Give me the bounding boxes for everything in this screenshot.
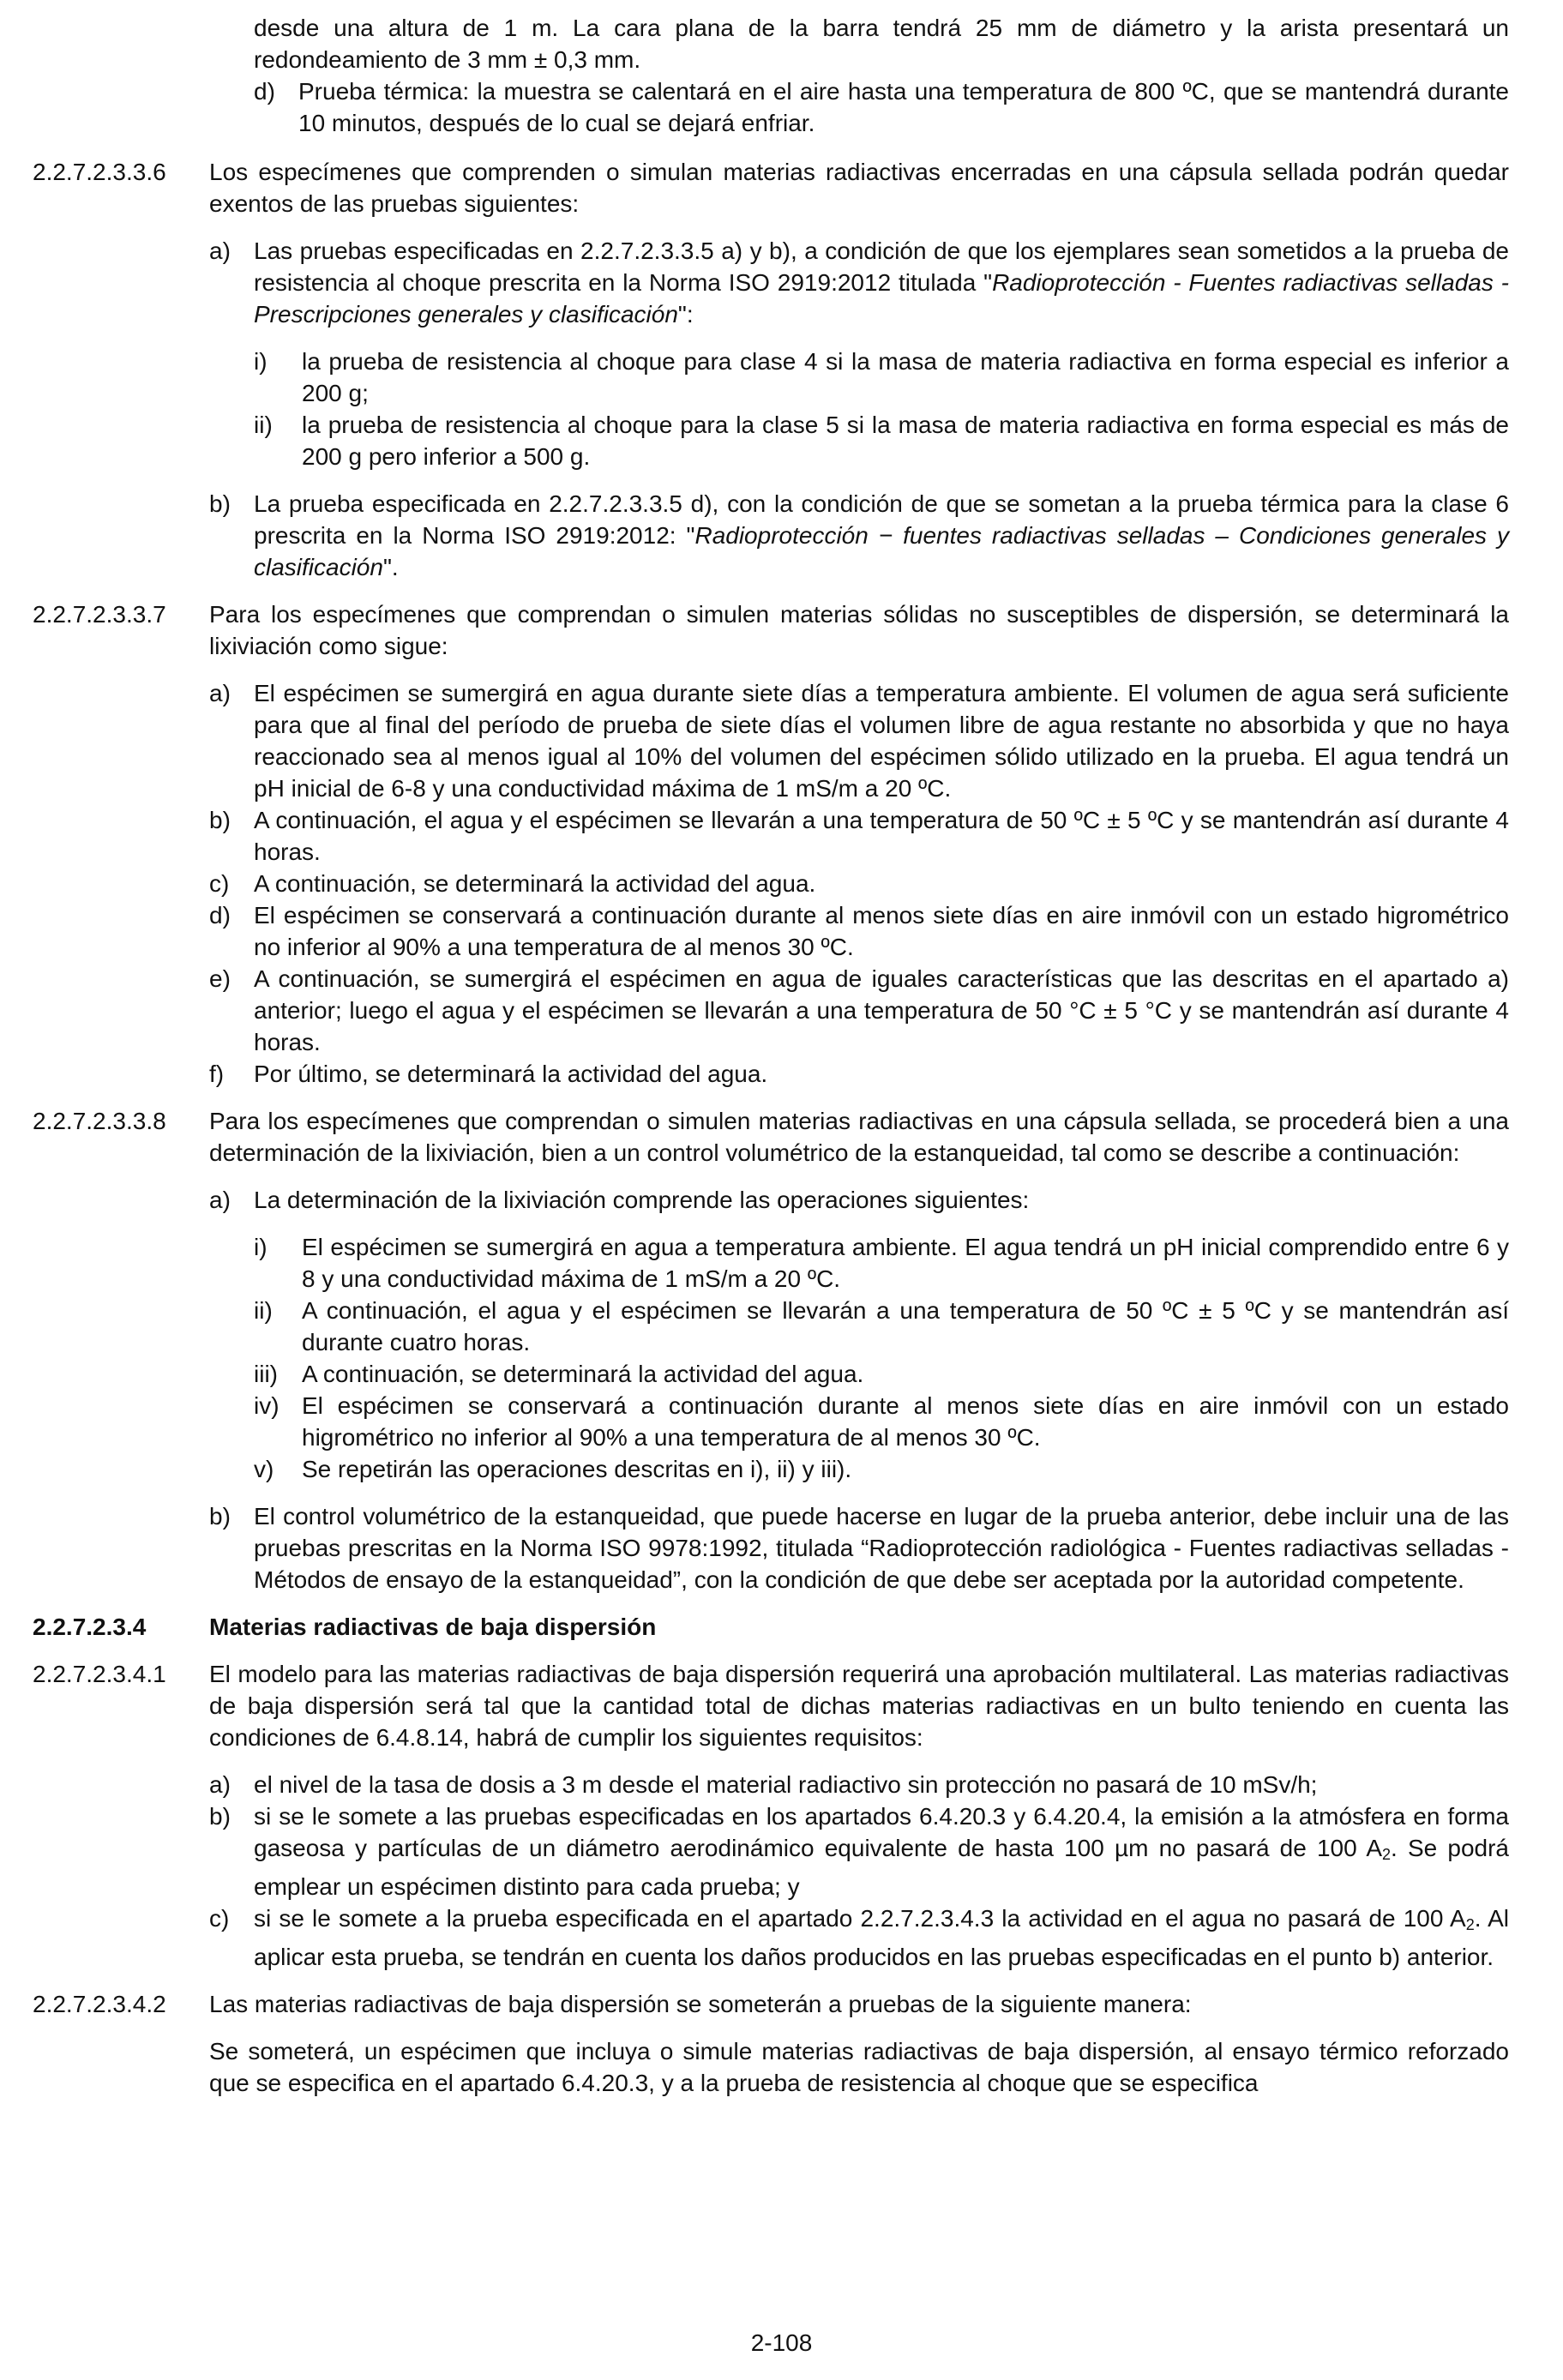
list-item: a) El espécimen se sumergirá en agua durante siete días a temperatura ambiente. El volumen de agua será suficiente para que al final del período de prueba de siete días el volumen libre de agua restante no absorbida y que no haya reaccionado sea al menos igual al 10% del volumen del espécimen sólido utilizado en la prueba. El agua tendrá un pH inicial de 6-8 y una conductividad máxima de 1 mS/m a 20 ºC. xyxy=(209,680,1509,802)
item-label: d) xyxy=(254,78,275,105)
section-paragraph: Se someterá, un espécimen que incluya o simule materias radiactivas de baja dispersión, al ensayo térmico reforzado que se especifica en el apartado 6.4.20.3, y a la prueba de resistencia al choque que se especifica xyxy=(209,2038,1509,2096)
section-number: 2.2.7.2.3.4.1 xyxy=(33,1661,166,1687)
requirement-list xyxy=(209,235,1509,583)
list-item: b) A continuación, el agua y el espécimen se llevarán a una temperatura de 50 ºC ± 5 ºC y se mantendrán así durante 4 horas. xyxy=(209,807,1509,865)
list-item-b: b) si se le somete a las pruebas especificadas en los apartados 6.4.20.3 y 6.4.20.4, la emisión a la atmósfera en forma gaseosa y partículas de un diámetro aerodinámico equivalente de hasta 100 µm no pasará de 100 $A_2$. Se podrá emplear un espécimen distinto para cada prueba; y xyxy=(209,1803,1510,1900)
sub-list xyxy=(254,1231,1509,1485)
section-number: 2.2.7.2.3.3.6 xyxy=(33,159,166,185)
requirement-list xyxy=(209,1769,1509,1973)
section-2-2-7-2-3-3-6 xyxy=(33,156,1509,583)
list-item-a: a) el nivel de la tasa de dosis a 3 m desde el material radiactivo sin protección no pasará de 10 mSv/h; xyxy=(209,1771,1318,1798)
section-number: 2.2.7.2.3.4.2 xyxy=(33,1991,166,2017)
list-item-a: a) La determinación de la lixiviación comprende las operaciones siguientes: xyxy=(209,1187,1030,1213)
section-intro: El modelo para las materias radiactivas de baja dispersión requerirá una aprobación multilateral. Las materias radiactivas de baja dispersión será tal que la cantidad total de dichas materias radiactivas en un bulto teniendo en cuenta las condiciones de 6.4.8.14, habrá de cumplir los siguientes requisitos: xyxy=(209,1661,1509,1751)
section-number: 2.2.7.2.3.4 xyxy=(33,1614,147,1640)
list-item-b: b) La prueba especificada en 2.2.7.2.3.3.5 d), con la condición de que se sometan a la prueba térmica para la clase 6 prescrita en la Norma ISO 2919:2012: "Radioprotección − fuentes radiactivas selladas – Condiciones generales y clasificación". xyxy=(209,490,1509,580)
section-intro: Los especímenes que comprenden o simulan materias radiactivas encerradas en una cápsula sellada podrán quedar exentos de las pruebas siguientes: xyxy=(209,159,1509,217)
sub-item: v) Se repetirán las operaciones descritas en i), ii) y iii). xyxy=(254,1456,852,1482)
standard-title: Radioprotección - Fuentes radiactivas selladas - Prescripciones generales y clasificación xyxy=(254,269,1510,328)
list-item-d xyxy=(254,75,1509,139)
standard-title: Radioprotección − fuentes radiactivas selladas – Condiciones generales y clasificación xyxy=(254,522,1509,580)
section-intro: Para los especímenes que comprendan o simulen materias sólidas no susceptibles de dispersión, se determinará la lixiviación como sigue: xyxy=(209,601,1509,659)
section-2-2-7-2-3-4-1 xyxy=(33,1658,1509,1973)
section-intro: Para los especímenes que comprendan o simulen materias radiactivas en una cápsula sellada, se procederá bien a una determinación de la lixiviación, bien a un control volumétrico de la estanqueidad, tal como se describe a continuación: xyxy=(209,1108,1509,1166)
section-2-2-7-2-3-4-2 xyxy=(33,1988,1509,2099)
continuation-block xyxy=(33,12,1509,139)
section-number: 2.2.7.2.3.3.8 xyxy=(33,1108,166,1134)
list-item-b: b) El control volumétrico de la estanqueidad, que puede hacerse en lugar de la prueba anterior, debe incluir una de las pruebas prescritas en la Norma ISO 9978:1992, titulada “Radioprotección radiológica - Fuentes radiactivas selladas - Métodos de ensayo de la estanqueidad”, con la condición de que debe ser aceptada por la autoridad competente. xyxy=(209,1503,1509,1593)
sub-item: ii) A continuación, el agua y el espécimen se llevarán a una temperatura de 50 ºC ± 5 ºC y se mantendrán así durante cuatro horas. xyxy=(254,1297,1509,1355)
sub-list xyxy=(254,346,1509,472)
requirement-list xyxy=(209,1184,1509,1596)
item-text: Prueba térmica: la muestra se calentará en el aire hasta una temperatura de 800 ºC, que se mantendrá durante 10 minutos, después de lo cual se dejará enfriar. xyxy=(298,78,1509,136)
section-title: Materias radiactivas de baja dispersión xyxy=(209,1614,657,1640)
list-item: c) A continuación, se determinará la actividad del agua. xyxy=(209,870,816,897)
section-2-2-7-2-3-3-8 xyxy=(33,1105,1509,1596)
continuation-text: desde una altura de 1 m. La cara plana de la barra tendrá 25 mm de diámetro y la arista presentará un redondeamiento de 3 mm ± 0,3 mm. xyxy=(254,15,1509,73)
list-item: f) Por último, se determinará la actividad del agua. xyxy=(209,1061,768,1087)
sub-item: iii) A continuación, se determinará la actividad del agua. xyxy=(254,1361,864,1387)
section-number: 2.2.7.2.3.3.7 xyxy=(33,601,166,628)
requirement-list xyxy=(209,677,1509,1090)
sub-item: i) El espécimen se sumergirá en agua a temperatura ambiente. El agua tendrá un pH inicial comprendido entre 6 y 8 y una conductividad máxima de 1 mS/m a 20 ºC. xyxy=(254,1234,1509,1292)
sub-item-ii: ii) la prueba de resistencia al choque para la clase 5 si la masa de materia radiactiva en forma especial es más de 200 g pero inferior a 500 g. xyxy=(254,412,1509,470)
section-2-2-7-2-3-3-7 xyxy=(33,598,1509,1090)
list-item: d) El espécimen se conservará a continuación durante al menos siete días en aire inmóvil con un estado higrométrico no inferior al 90% a una temperatura de al menos 30 ºC. xyxy=(209,902,1509,960)
section-intro: Las materias radiactivas de baja dispersión se someterán a pruebas de la siguiente manera: xyxy=(209,1991,1192,2017)
section-2-2-7-2-3-4-heading xyxy=(33,1611,1509,1643)
document-page xyxy=(33,12,1509,2099)
sub-item-i: i) la prueba de resistencia al choque para clase 4 si la masa de materia radiactiva en forma especial es inferior a 200 g; xyxy=(254,348,1509,406)
list-item: e) A continuación, se sumergirá el espécimen en agua de iguales características que las descritas en el apartado a) anterior; luego el agua y el espécimen se llevarán a una temperatura de 50 °C ± 5 °C y se mantendrán así durante 4 horas. xyxy=(209,965,1509,1055)
list-item-a: a) Las pruebas especificadas en 2.2.7.2.3.3.5 a) y b), a condición de que los ejemplares sean sometidos a la prueba de resistencia al choque prescrita en la Norma ISO 2919:2012 titulada "Radioprotección - Fuentes radiactivas selladas - Prescripciones generales y clasificación": xyxy=(209,237,1510,328)
sub-item: iv) El espécimen se conservará a continuación durante al menos siete días en aire inmóvil con un estado higrométrico no inferior al 90% a una temperatura de al menos 30 ºC. xyxy=(254,1392,1509,1451)
page-number: 2-108 xyxy=(750,2329,813,2356)
list-item-c: c) si se le somete a la prueba especificada en el apartado 2.2.7.2.3.4.3 la actividad en el agua no pasará de 100 $A_2$. Al aplicar esta prueba, se tendrán en cuenta los daños producidos en las pruebas especificadas en el punto b) anterior. xyxy=(209,1905,1509,1970)
